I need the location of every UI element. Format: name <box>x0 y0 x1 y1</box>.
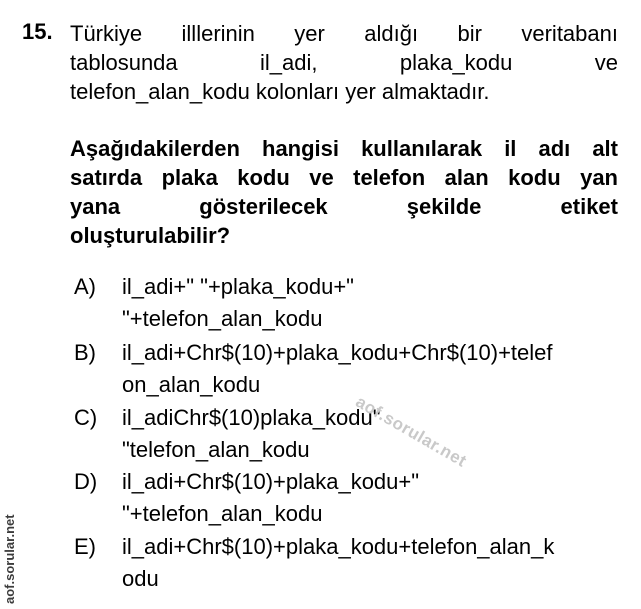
option-d-line: il_adi+Chr$(10)+plaka_kodu+" <box>122 469 420 494</box>
option-c-line: il_adiChr$(10)plaka_kodu" <box>122 405 381 430</box>
watermark-side: aof.sorular.net <box>2 514 17 604</box>
option-a-text[interactable] <box>122 271 622 335</box>
watermark-center: aof.sorular.net <box>352 392 470 471</box>
option-b-letter: B) <box>74 340 96 365</box>
stem-line: telefon_alan_kodu kolonları yer almaktadır. <box>70 79 490 104</box>
prompt-line: yana gösterilecek şekilde etiket <box>70 194 618 219</box>
stem-line: tablosunda il_adi, plaka_kodu ve <box>70 50 618 75</box>
option-e-line: il_adi+Chr$(10)+plaka_kodu+telefon_alan_k <box>122 534 555 559</box>
option-b-line: on_alan_kodu <box>122 372 261 397</box>
prompt-line: oluşturulabilir? <box>70 223 231 248</box>
question-stem <box>70 19 618 106</box>
prompt-line: Aşağıdakilerden hangisi kullanılarak il adı alt <box>70 136 618 161</box>
option-b-line: il_adi+Chr$(10)+plaka_kodu+Chr$(10)+telef <box>122 340 553 365</box>
option-c-letter: C) <box>74 405 98 430</box>
stem-line: Türkiye illlerinin yer aldığı bir veritabanı <box>70 21 618 46</box>
option-a-line: "+telefon_alan_kodu <box>122 306 323 331</box>
option-e-line: odu <box>122 566 159 591</box>
option-d-letter: D) <box>74 469 98 494</box>
option-e-text[interactable] <box>122 531 622 595</box>
option-a-line: il_adi+" "+plaka_kodu+" <box>122 274 354 299</box>
option-c-line: "telefon_alan_kodu <box>122 437 310 462</box>
option-d-text[interactable] <box>122 466 622 530</box>
option-a-letter: A) <box>74 274 96 299</box>
question-number: 15. <box>22 19 53 44</box>
question-prompt <box>70 134 618 250</box>
prompt-line: satırda plaka kodu ve telefon alan kodu yan <box>70 165 618 190</box>
option-b-text[interactable] <box>122 337 622 401</box>
option-d-line: "+telefon_alan_kodu <box>122 501 323 526</box>
option-e-letter: E) <box>74 534 96 559</box>
